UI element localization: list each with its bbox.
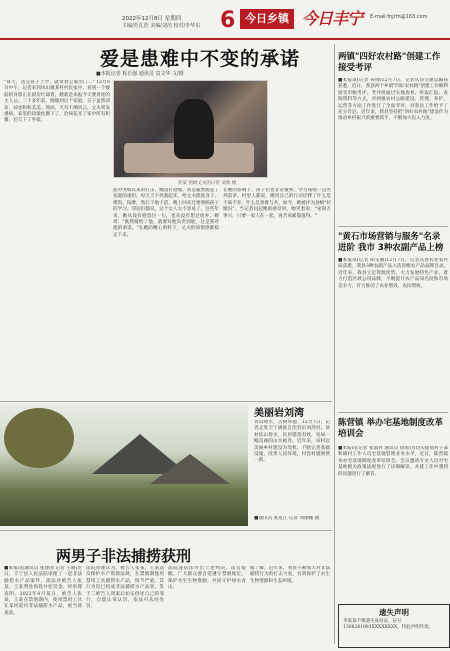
sidebar-article3-body: ■本报讯(记者 张淑君 通讯员 徐海)为切实提高村干部和镇村工作人员宅基地管理业务水平，近日，陈营镇举办宅基地制度改革培训会。会议邀请专业人员对宅基地相关政策法规进行了详细解读，并就工作中遇到的问题进行了解答。 bbox=[338, 446, 448, 477]
main-article-col3: 在她的影响下，孩子们也非常懂事，学习成绩一直名列前茅。村里人都说，她用自己的行动诠释了什么是不离不弃，什么是患难与共。如今，她被评为县级"好媳妇"，当记者问起她的感受时，她笑着说："家和万事兴，只要一家人在一起，再苦再累都值得。" bbox=[223, 188, 331, 219]
village-photo bbox=[0, 404, 248, 526]
photo-person-shape bbox=[174, 99, 214, 159]
dateline: 2022年12月8日 星期四 bbox=[122, 16, 182, 22]
notice-body: 李某某不慎遗失身份证，证号1308261981XXXXXXXX，特此声明作废。 bbox=[343, 619, 434, 630]
sidebar-article2-title: "黄石市场营销与服务"名录进阶 我市 3种农副产品上榜 bbox=[338, 232, 444, 253]
news2-col4: 据了解，近年来，我县不断加大对非法捕捞行为的打击力度，有效保护了水生生物资源和生态环境。 bbox=[250, 566, 330, 584]
main-article-col2: 面对突如其来的打击，她没有退缩，而是毅然挑起了家庭的重担。每天天不亮就起床，给丈夫擦洗身子、喂饭、按摩，然后下地干活，晚上回来还要照顾孩子的学习。邻居们都说，这个女人太不容易了。这些年来，她从没有抱怨过一句，也从没有想过放弃。她说："既然嫁给了他，就要对他负责到底，这是我对他的承诺。"在她的精心照料下，丈夫的病情逐渐稳定下来。 bbox=[113, 188, 219, 238]
news2-col1: ■本报讯(通讯员 张建国 记者 王丽)近日，丰宁县人民法院审理了一起非法捕捞水产品案件，依法对被告人张某、王某判处拘役并处罚金。经审理查明，2022年4月某日，被告人张某、王某在禁渔期内，使用禁用工具在某河道内非法捕捞水产品，被当场查获。 bbox=[4, 566, 82, 616]
section-banner: 今日乡镇 bbox=[240, 9, 294, 29]
main-byline: ■本报记者 程长强 通讯员 袁文华 文/摄 bbox=[96, 71, 184, 77]
sidebar-article3-title: 陈营镇 举办宅基地制度改革培训会 bbox=[338, 418, 443, 439]
sidebar-article2-body: ■本报讯(记者 胡文丽)12月7日，记者从县农业农村局获悉，我县3种农副产品入选省级农产品品牌目录。近年来，我县立足资源优势，大力发展特色产业，着力打造区域公用品牌，不断提升农产品知名度和市场竞争力，有力推动了农业增效、农民增收。 bbox=[338, 258, 448, 289]
lower-divider bbox=[0, 530, 332, 531]
sidebar-divider-2 bbox=[338, 412, 448, 413]
lost-notice-box bbox=[338, 604, 450, 648]
main-section-divider bbox=[0, 401, 332, 402]
page-number: 6 bbox=[220, 8, 236, 33]
main-photo-caption: 彭某 照顾丈夫的日常 刘新 摄 bbox=[178, 181, 237, 186]
news2-headline: 两男子非法捕捞获刑 bbox=[56, 547, 192, 565]
news2-col2: 法院审理认为，被告人张某、王某违反保护水产资源法规，在禁渔期使用禁用工具捕捞水产品，情节严重，其行为均已构成非法捕捞水产品罪。鉴于二被告人到案后如实供述自己的罪行，自愿认罪认罚，依法可从轻处罚。 bbox=[86, 566, 164, 610]
column-divider bbox=[334, 44, 335, 644]
sidebar-article1-body: ■本报讯(记者 孙帅)12月7日，记者从县交通运输局获悉，近日，我县两个乡镇"四好农村路"创建工作顺利接受市级考评。考评组通过实地查看、听取汇报、查阅资料等方式，对两镇农村公路建设、管理、养护、运营等方面工作进行了全面考评，对我县工作给予了充分肯定。近年来，我县坚持把"四好农村路"建设作为推动乡村振兴的重要抓手，不断加大投入力度。 bbox=[338, 78, 448, 122]
photo-tree-shape bbox=[4, 408, 74, 468]
notice-title: 遗失声明 bbox=[379, 608, 409, 617]
poem-body: 青山绿水，古树环抱，12月7日，记者走进丰宁满族自治县岩刘湾村。该村依山傍水，民居错落有致，宛如一幅美丽的山水画卷。近年来，该村以美丽乡村建设为契机，不断完善基础设施，改善人居环境，村容村貌焕然一新。 bbox=[254, 420, 330, 464]
main-headline: 爱是患难中不变的承诺 bbox=[99, 48, 300, 70]
main-photo bbox=[113, 80, 268, 178]
sidebar-article1-title: 两镇"四好农村路"创建工作接受考评 bbox=[338, 52, 441, 73]
poem-title: 美丽岩刘湾 bbox=[254, 408, 304, 419]
main-article-col1: "每天，送完孩子上学，就带着公婆出门…" 12月6日中午，记者来到凤山镇某村村民家中，看到一个瘦弱的身影正在厨房忙碌着，她就是本报今天要讲述的主人公。二十多年前，她嫁到这个家庭，日子虽然清贫，却也和和美美。然而，天有不测风云，丈夫突发重病，家里的顶梁柱倒下了，治病花光了家中所有积蓄，还欠下了外债。 bbox=[4, 80, 110, 124]
contact-email: E-mail:fnjrfn@163.com bbox=[370, 14, 428, 20]
news2-col3: 法院遂依法作出上述判决。法官提醒，广大群众要自觉遵守禁渔规定，保护水生生物资源，共同守护绿水青山。 bbox=[168, 566, 246, 591]
sidebar-divider-1 bbox=[338, 226, 448, 227]
newspaper-logo: 今日丰宁 bbox=[302, 9, 363, 28]
editor-credits: 主编/范礼浩 美编/刘浩 校对/李华东 bbox=[122, 23, 201, 29]
poem-byline: ■通讯员 张龙江 记者 周丽娜 摄 bbox=[254, 516, 320, 521]
page-header bbox=[0, 0, 450, 40]
